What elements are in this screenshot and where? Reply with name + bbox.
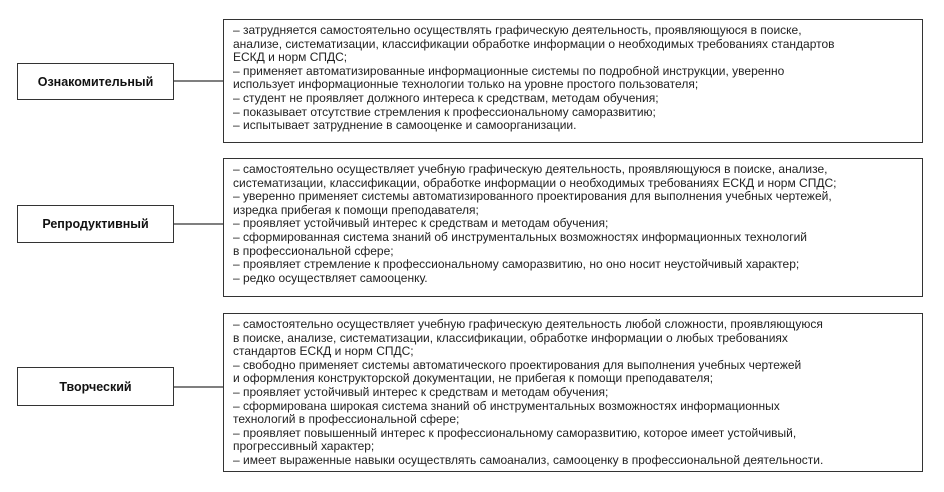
- description-line: – применяет автоматизированные информационные системы по подробной инструкции, уверенно: [233, 63, 785, 78]
- level-label: Творческий: [59, 379, 132, 394]
- description-line: – студент не проявляет должного интереса к средствам, методам обучения;: [233, 90, 659, 105]
- description-line: – проявляет стремление к профессиональному саморазвитию, но оно носит неустойчивый характер;: [233, 257, 800, 272]
- description-line: – показывает отсутствие стремления к профессиональному саморазвитию;: [233, 104, 656, 119]
- level-description-creative: [223, 313, 923, 472]
- description-line: – проявляет устойчивый интерес к средствам и методам обучения;: [233, 384, 609, 399]
- description-line: – свободно применяет системы автоматического проектирования для выполнения учебных чертежей: [233, 357, 802, 372]
- level-box-reproductive: [17, 205, 174, 243]
- level-description-reproductive: [223, 158, 923, 297]
- description-line: – проявляет устойчивый интерес к средствам и методам обучения;: [233, 216, 609, 231]
- level-description-introductory: [223, 19, 923, 143]
- description-line: – сформирована широкая система знаний об инструментальных возможностях информационных: [233, 398, 780, 413]
- description-line: – самостоятельно осуществляет учебную графическую деятельность, проявляющуюся в поиске, анализе,: [233, 162, 828, 176]
- description-line: в профессиональной сфере;: [233, 243, 394, 258]
- description-line: – самостоятельно осуществляет учебную графическую деятельность любой сложности, проявляющуюся: [233, 317, 823, 331]
- description-line: – имеет выраженные навыки осуществлять самоанализ, самооценку в профессиональной деятельности.: [233, 452, 824, 467]
- description-line: изредка прибегая к помощи преподавателя;: [233, 202, 479, 217]
- description-line: анализе, систематизации, классификации обработке информации о необходимых требованиях стандартов: [233, 36, 835, 51]
- description-line: – сформированная система знаний об инструментальных возможностях информационных технологий: [233, 229, 807, 244]
- description-line: прогрессивный характер;: [233, 439, 375, 454]
- description-line: и оформления конструкторской документации, не прибегая к помощи преподавателя;: [233, 371, 714, 386]
- description-line: стандартов ЕСКД и норм СПДС;: [233, 344, 414, 359]
- description-line: в поиске, анализе, систематизации, классификации, обработке информации о любых требованиях: [233, 330, 788, 345]
- description-line: – проявляет повышенный интерес к профессиональному саморазвитию, которое имеет устойчивый,: [233, 425, 797, 440]
- level-box-creative: [17, 367, 174, 406]
- description-line: систематизации, классификации, обработке информации о необходимых требованиях ЕСКД и норм СПДС;: [233, 175, 837, 190]
- level-label: Репродуктивный: [42, 217, 149, 231]
- level-box-introductory: [17, 63, 174, 100]
- description-line: ЕСКД и норм СПДС;: [233, 50, 348, 65]
- description-line: – уверенно применяет системы автоматизированного проектирования для выполнения учебных чертежей,: [233, 189, 832, 204]
- description-line: – затрудняется самостоятельно осуществлять графическую деятельность, проявляющуюся в поиске,: [233, 23, 802, 37]
- description-line: – редко осуществляет самооценку.: [233, 270, 428, 285]
- level-label: Ознакомительный: [37, 74, 154, 89]
- description-line: технологий в профессиональной сфере;: [233, 412, 460, 427]
- description-line: – испытывает затруднение в самооценке и самоорганизации.: [233, 118, 577, 133]
- description-line: использует информационные технологии только на уровне простого пользователя;: [233, 77, 699, 92]
